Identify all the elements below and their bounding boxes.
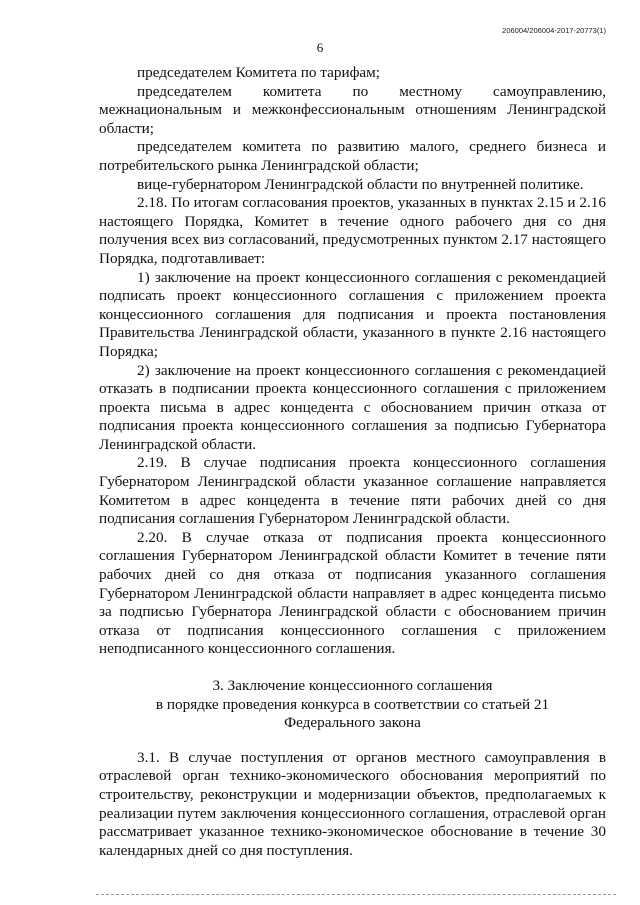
paragraph: председателем комитета по местному самоуправлению, межнациональным и межконфессиональным отношениям Ленинградской области; [99,82,606,137]
paragraph-item-1: 1) заключение на проект концессионного соглашения с рекомендацией подписать проект концессионного соглашения с приложением проекта концессионного соглашения для подписания и проекта постановления Правительства Ленинградской области, указанного в пункте 2.16 настоящего Порядка; [99,268,606,360]
paragraph-3-1: 3.1. В случае поступления от органов местного самоуправления в отраслевой орган технико-экономического обоснования мероприятий по строительству, реконструкции и модернизации объектов, предполагаемых к реализации путем заключения концессионного соглашения, отраслевой орган рассматривает указанное технико-экономическое обоснование в течение 30 календарных дней со дня поступления. [99,748,606,859]
page-number: 6 [316,40,324,55]
footer-divider [96,894,616,895]
paragraph-2-18: 2.18. По итогам согласования проектов, указанных в пунктах 2.15 и 2.16 настоящего Порядка, Комитет в течение одного рабочего дня со дня получения всех виз согласований, предусмотренных пунктом 2.17 настоящего Порядка, подготавливает: [99,194,606,267]
paragraph-item-2: 2) заключение на проект концессионного соглашения с рекомендацией отказать в подписании проекта концессионного соглашения с приложением проекта письма в адрес концедента с обоснованием причин отказа от подписания проекта концессионного соглашения за подписью Губернатора Ленинградской области. [99,361,606,453]
document-body [99,64,606,860]
section-heading-line: 3. Заключение концессионного соглашения [212,677,493,694]
paragraph-2-20: 2.20. В случае отказа от подписания проекта концессионного соглашения Губернатором Ленинградской области Комитет в течение пяти рабочих дней со дня отказа от подписания указанного соглашения Губернатором Ленинградской области направляет в адрес концедента письмо за подписью Губернатора Ленинградской области с обоснованием причин отказа от подписания концессионного соглашения с приложением неподписанного концессионного соглашения. [99,528,606,658]
paragraph: председателем Комитета по тарифам; [137,64,381,81]
document-id: 206004/206004-2017-20773(1) [502,26,606,35]
paragraph: вице-губернатором Ленинградской области по внутренней политике. [137,175,584,193]
section-heading-line: Федерального закона [284,714,421,732]
paragraph: председателем комитета по развитию малого, среднего бизнеса и потребительского рынка Ленинградской области; [99,138,606,174]
section-heading-line: в порядке проведения конкурса в соответствии со статьей 21 [155,695,550,713]
section-heading [99,677,606,733]
paragraph-2-19: 2.19. В случае подписания проекта концессионного соглашения Губернатором Ленинградской области указанное соглашение направляется Комитетом в адрес концедента в течение пяти рабочих дней со дня подписания соглашения Губернатором Ленинградской области. [99,454,606,528]
